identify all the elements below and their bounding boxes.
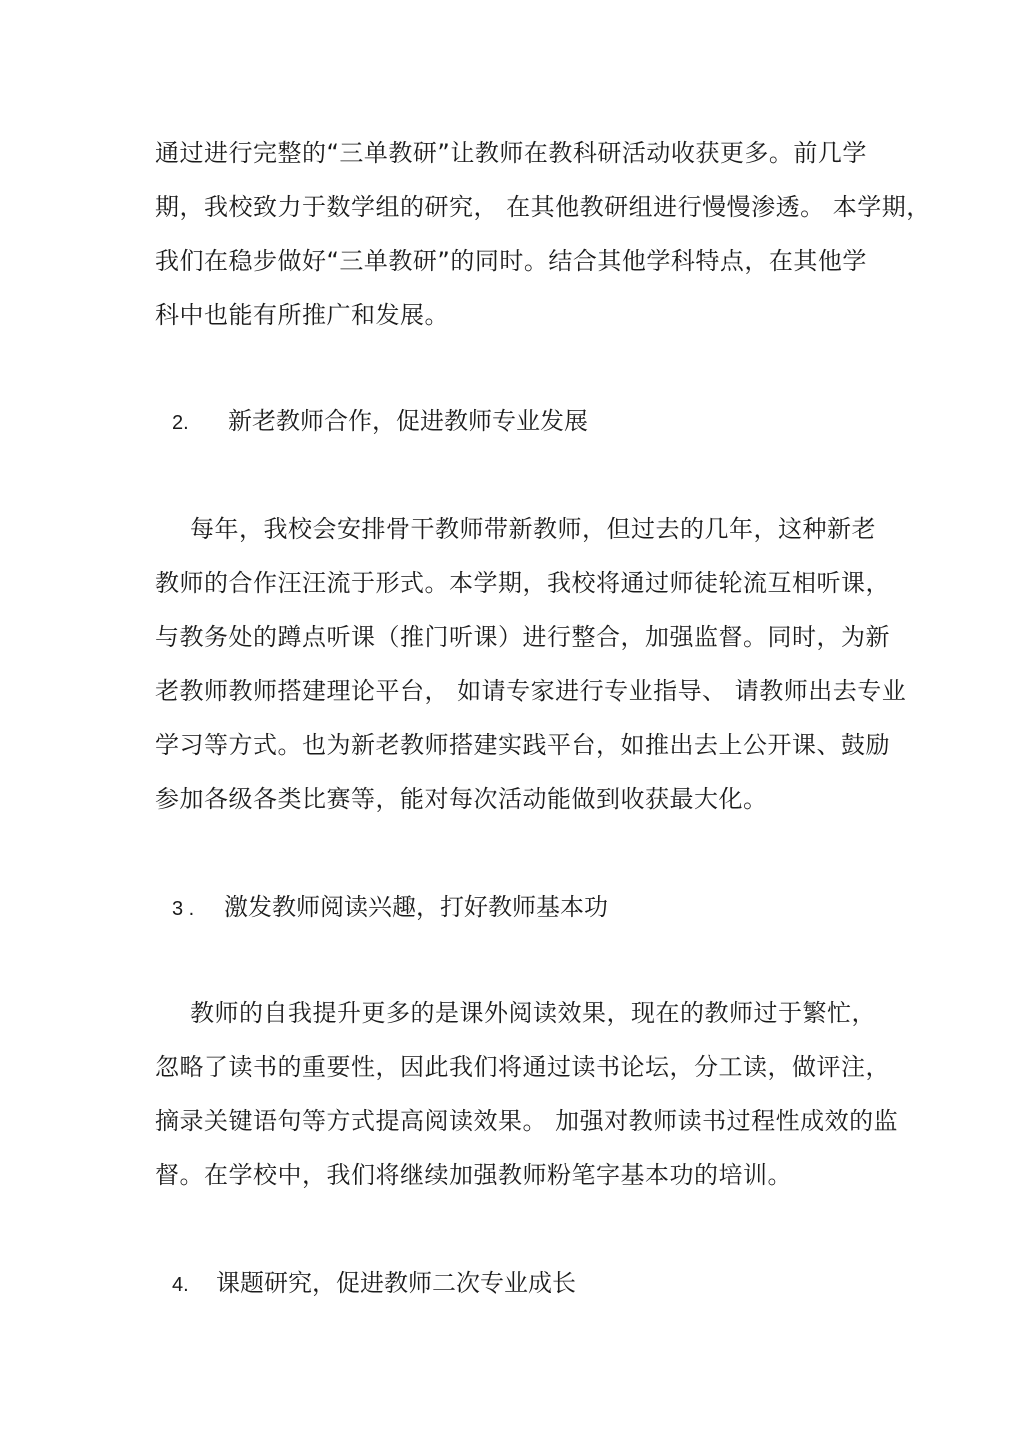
heading-number: 3 .	[172, 898, 195, 920]
heading-number: 4.	[172, 1274, 189, 1296]
paragraph-line: 忽略了读书的重要性，因此我们将通过读书论坛，分工读，做评注，	[155, 1053, 890, 1081]
paragraph-line: 教师的自我提升更多的是课外阅读效果，现在的教师过于繁忙，	[190, 999, 876, 1027]
paragraph-line: 通过进行完整的“三单教研”让教师在教科研活动收获更多。前几学	[155, 139, 867, 167]
paragraph-line: 督。在学校中，我们将继续加强教师粉笔字基本功的培训。	[155, 1161, 792, 1189]
paragraph-line: 每年，我校会安排骨干教师带新教师，但过去的几年，这种新老	[190, 515, 876, 543]
paragraph-line: 与教务处的蹲点听课（推门听课）进行整合，加强监督。同时，为新	[155, 623, 890, 651]
section-heading-4	[172, 1268, 576, 1300]
paragraph-line: 我们在稳步做好“三单教研”的同时。结合其他学科特点，在其他学	[155, 247, 867, 275]
heading-title: 新老教师合作，促进教师专业发展	[228, 407, 588, 435]
paragraph-line: 参加各级各类比赛等，能对每次活动能做到收获最大化。	[155, 785, 768, 813]
paragraph-line: 老教师教师搭建理论平台， 如请专家进行专业指导、 请教师出去专业	[155, 677, 907, 705]
heading-title: 激发教师阅读兴趣，打好教师基本功	[224, 893, 608, 921]
paragraph-line: 科中也能有所推广和发展。	[155, 301, 449, 329]
paragraph-line: 期，我校致力于数学组的研究， 在其他教研组进行慢慢渗透。 本学期，	[155, 193, 931, 221]
heading-title: 课题研究，促进教师二次专业成长	[216, 1269, 576, 1297]
paragraph-line: 学习等方式。也为新老教师搭建实践平台，如推出去上公开课、鼓励	[155, 731, 890, 759]
paragraph-line: 摘录关键语句等方式提高阅读效果。 加强对教师读书过程性成效的监	[155, 1107, 899, 1135]
section-heading-3	[172, 892, 608, 924]
section-heading-2	[172, 406, 588, 438]
heading-number: 2.	[172, 412, 189, 434]
paragraph-line: 教师的合作汪汪流于形式。本学期，我校将通过师徒轮流互相听课，	[155, 569, 890, 597]
